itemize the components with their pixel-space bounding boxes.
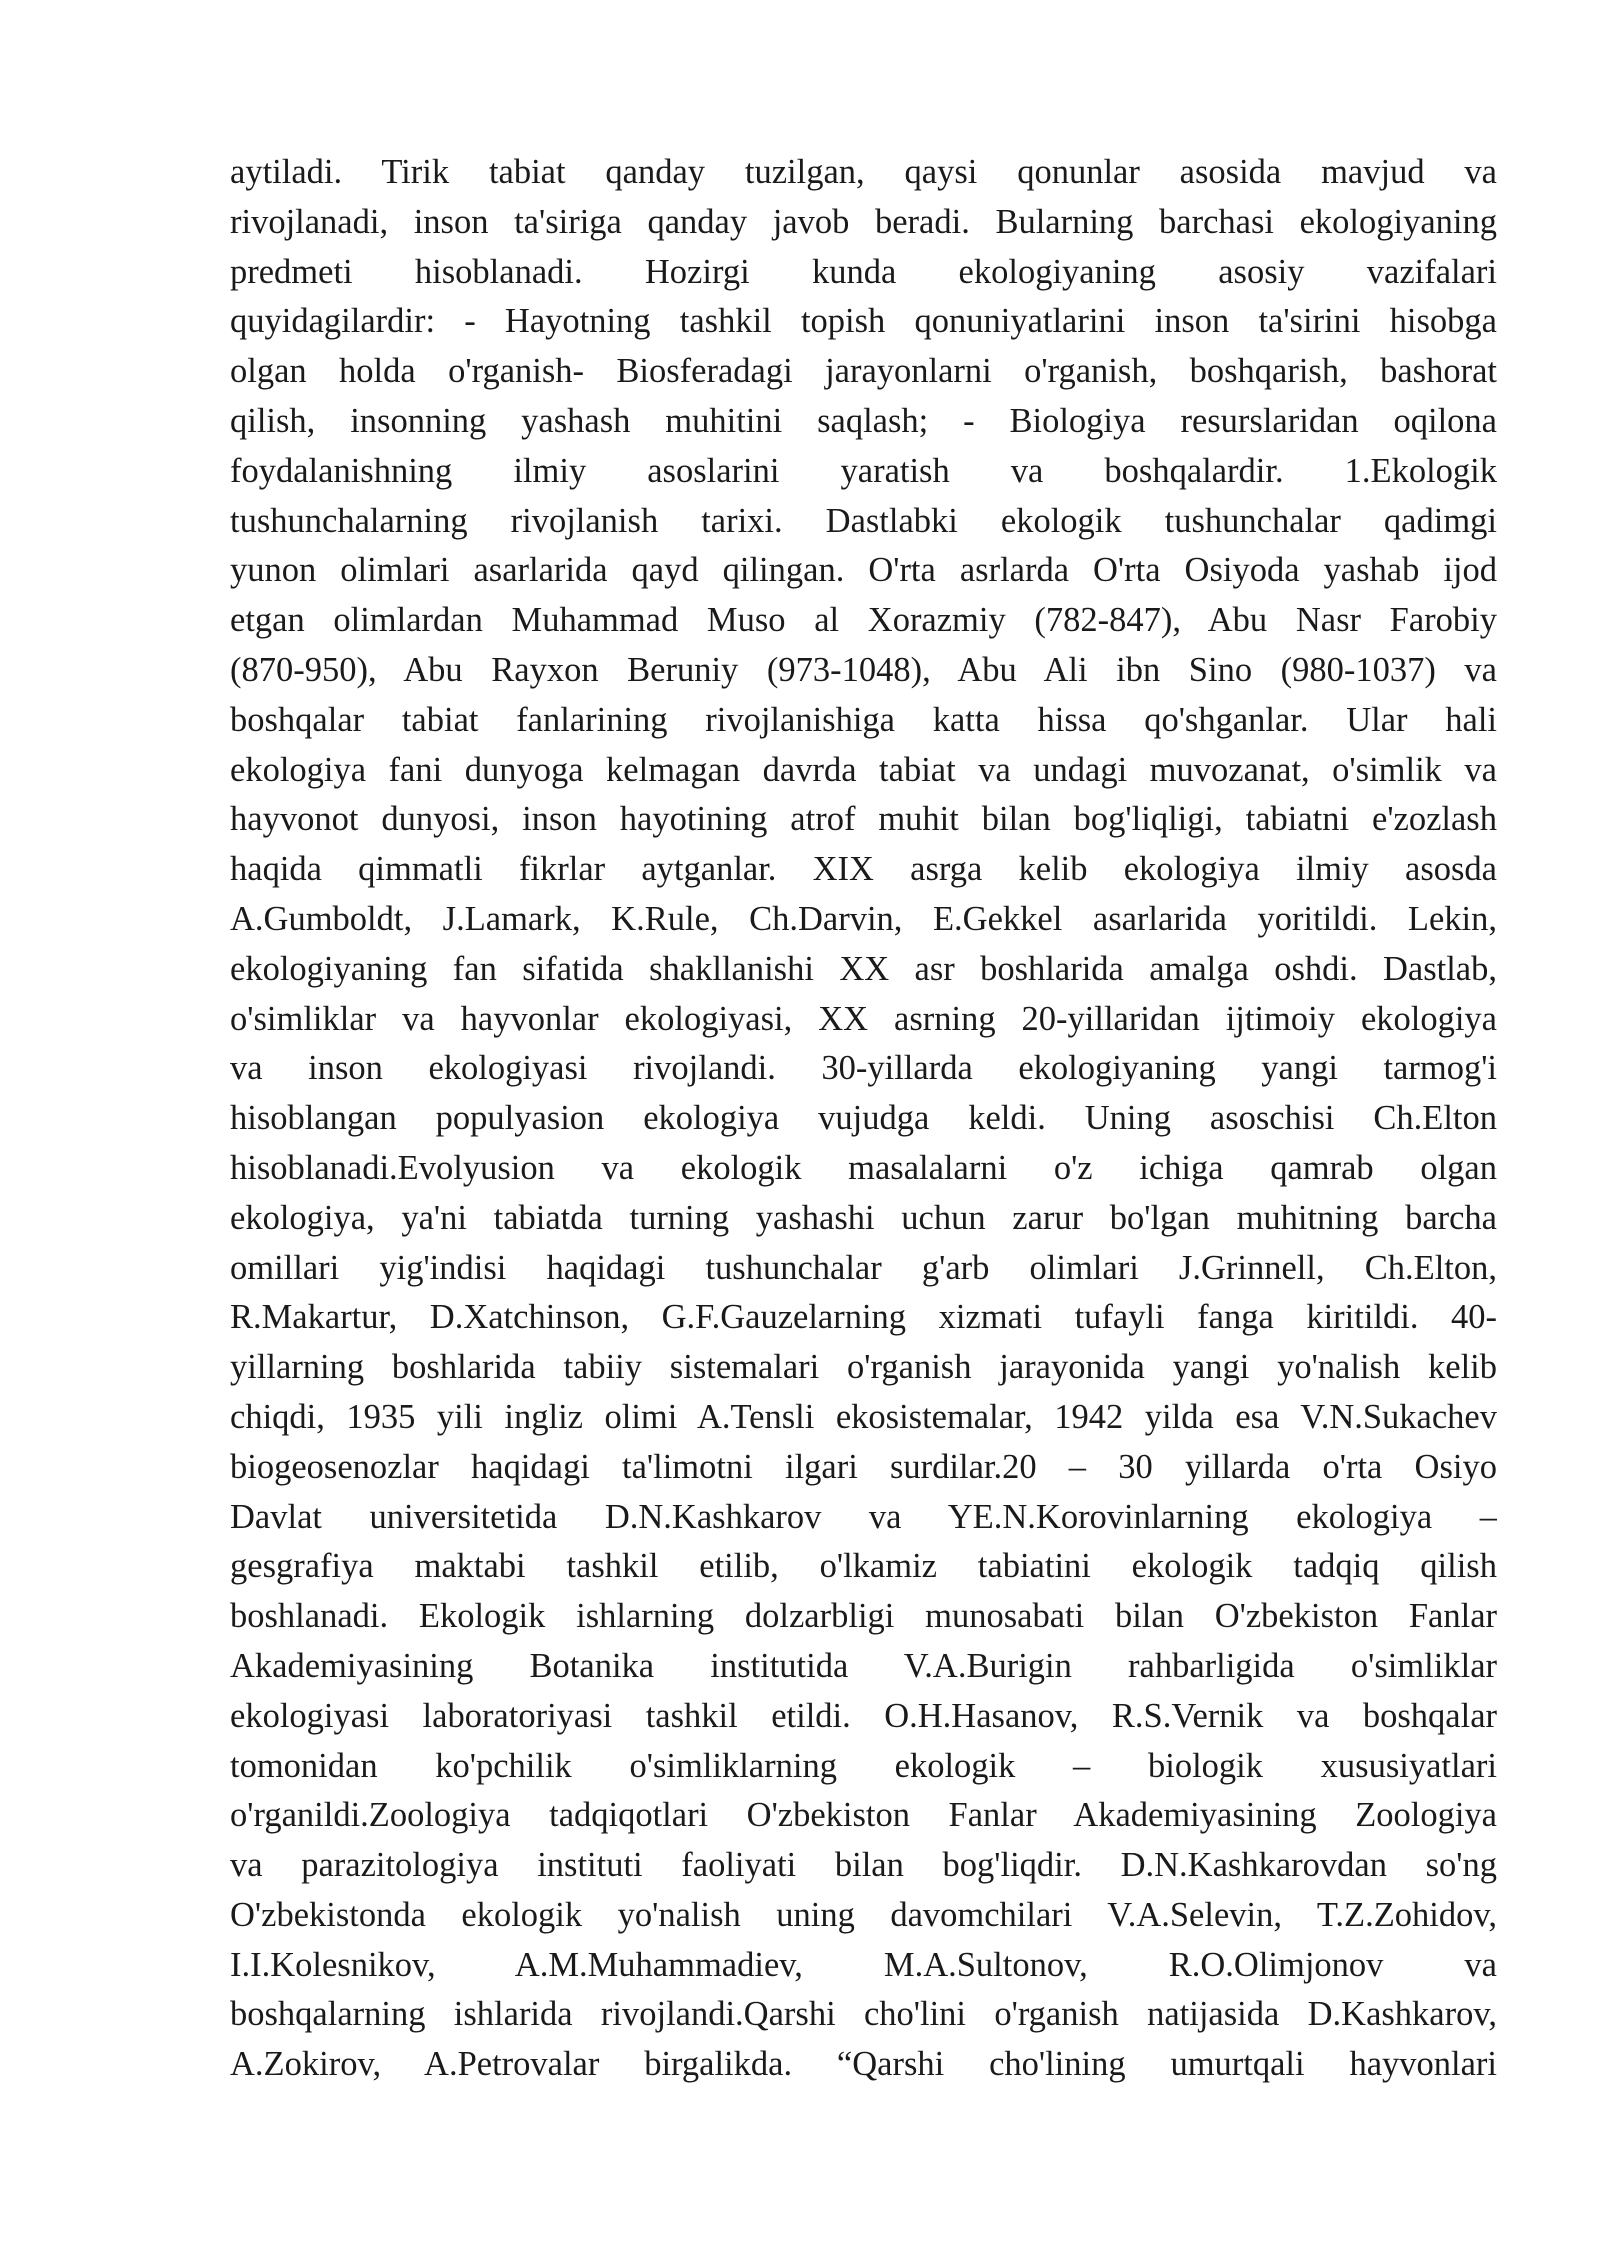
body-text bbox=[230, 148, 1497, 2090]
text-line: predmeti hisoblanadi. Hozirgi kunda ekologiyaning asosiy vazifalari bbox=[230, 252, 1497, 291]
text-line: qilish, insonning yashash muhitini saqlash; - Biologiya resurslaridan oqilona bbox=[230, 401, 1497, 440]
text-line: haqida qimmatli fikrlar aytganlar. XIX asrga kelib ekologiya ilmiy asosda bbox=[230, 850, 1497, 889]
text-line: hisoblanadi.Evolyusion va ekologik masalalarni o'z ichiga qamrab olgan bbox=[230, 1148, 1497, 1187]
text-line: Akademiyasining Botanika institutida V.A.Burigin rahbarligida o'simliklar bbox=[230, 1646, 1497, 1685]
text-line: A.Zokirov, A.Petrovalar birgalikda. “Qarshi cho'lining umurtqali hayvonlari bbox=[230, 2045, 1497, 2084]
text-line: va parazitologiya instituti faoliyati bilan bog'liqdir. D.N.Kashkarovdan so'ng bbox=[230, 1846, 1497, 1885]
text-line: I.I.Kolesnikov, A.M.Muhammadiev, M.A.Sultonov, R.O.Olimjonov va bbox=[230, 1945, 1497, 1984]
text-line: O'zbekistonda ekologik yo'nalish uning davomchilari V.A.Selevin, T.Z.Zohidov, bbox=[230, 1895, 1497, 1934]
text-line: ekologiyaning fan sifatida shakllanishi XX asr boshlarida amalga oshdi. Dastlab, bbox=[230, 949, 1497, 988]
text-line: hisoblangan populyasion ekologiya vujudga keldi. Uning asoschisi Ch.Elton bbox=[230, 1099, 1497, 1138]
text-line: boshqalar tabiat fanlarining rivojlanishiga katta hissa qo'shganlar. Ular hali bbox=[230, 700, 1497, 739]
text-line: R.Makartur, D.Xatchinson, G.F.Gauzelarning xizmati tufayli fanga kiritildi. 40- bbox=[230, 1298, 1497, 1337]
text-line: Davlat universitetida D.N.Kashkarov va YE.N.Korovinlarning ekologiya – bbox=[230, 1497, 1497, 1536]
text-line: o'rganildi.Zoologiya tadqiqotlari O'zbekiston Fanlar Akademiyasining Zoologiya bbox=[230, 1796, 1497, 1835]
text-line: (870-950), Abu Rayxon Beruniy (973-1048), Abu Ali ibn Sino (980-1037) va bbox=[230, 650, 1497, 689]
text-line: aytiladi. Tirik tabiat qanday tuzilgan, qaysi qonunlar asosida mavjud va bbox=[230, 153, 1497, 191]
text-line: ekologiyasi laboratoriyasi tashkil etildi. O.H.Hasanov, R.S.Vernik va boshqalar bbox=[230, 1696, 1497, 1735]
text-line: biogeosenozlar haqidagi ta'limotni ilgari surdilar.20 – 30 yillarda o'rta Osiyo bbox=[230, 1447, 1497, 1486]
text-line: boshlanadi. Ekologik ishlarning dolzarbligi munosabati bilan O'zbekiston Fanlar bbox=[230, 1597, 1497, 1636]
text-line: olgan holda o'rganish- Biosferadagi jarayonlarni o'rganish, boshqarish, bashorat bbox=[230, 352, 1497, 391]
text-line: ekologiya fani dunyoga kelmagan davrda tabiat va undagi muvozanat, o'simlik va bbox=[230, 750, 1497, 789]
text-line: ekologiya, ya'ni tabiatda turning yashashi uchun zarur bo'lgan muhitning barcha bbox=[230, 1198, 1497, 1237]
text-line: omillari yig'indisi haqidagi tushunchalar g'arb olimlari J.Grinnell, Ch.Elton, bbox=[230, 1248, 1497, 1287]
text-line: gesgrafiya maktabi tashkil etilib, o'lkamiz tabiatini ekologik tadqiq qilish bbox=[230, 1547, 1497, 1586]
text-line: yillarning boshlarida tabiiy sistemalari o'rganish jarayonida yangi yo'nalish kelib bbox=[230, 1348, 1497, 1387]
text-line: chiqdi, 1935 yili ingliz olimi A.Tensli ekosistemalar, 1942 yilda esa V.N.Sukachev bbox=[230, 1397, 1497, 1436]
text-line: quyidagilardir: - Hayotning tashkil topish qonuniyatlarini inson ta'sirini hisobga bbox=[230, 302, 1497, 341]
text-line: o'simliklar va hayvonlar ekologiyasi, XX asrning 20-yillaridan ijtimoiy ekologiya bbox=[230, 999, 1497, 1038]
text-line: yunon olimlari asarlarida qayd qilingan. O'rta asrlarda O'rta Osiyoda yashab ijod bbox=[230, 551, 1497, 590]
text-line: va inson ekologiyasi rivojlandi. 30-yillarda ekologiyaning yangi tarmog'i bbox=[230, 1049, 1497, 1088]
text-line: etgan olimlardan Muhammad Muso al Xorazmiy (782-847), Abu Nasr Farobiy bbox=[230, 601, 1497, 640]
text-line: rivojlanadi, inson ta'siriga qanday javob beradi. Bularning barchasi ekologiyaning bbox=[230, 202, 1497, 241]
text-line: tushunchalarning rivojlanish tarixi. Dastlabki ekologik tushunchalar qadimgi bbox=[230, 501, 1497, 540]
text-line: hayvonot dunyosi, inson hayotining atrof muhit bilan bog'liqligi, tabiatni e'zozlash bbox=[230, 800, 1497, 839]
text-line: foydalanishning ilmiy asoslarini yaratish va boshqalardir. 1.Ekologik bbox=[230, 451, 1497, 490]
text-line: A.Gumboldt, J.Lamark, K.Rule, Ch.Darvin, E.Gekkel asarlarida yoritildi. Lekin, bbox=[230, 899, 1497, 938]
text-line: boshqalarning ishlarida rivojlandi.Qarshi cho'lini o'rganish natijasida D.Kashkarov, bbox=[230, 1995, 1497, 2034]
text-line: tomonidan ko'pchilik o'simliklarning ekologik – biologik xususiyatlari bbox=[230, 1746, 1497, 1785]
